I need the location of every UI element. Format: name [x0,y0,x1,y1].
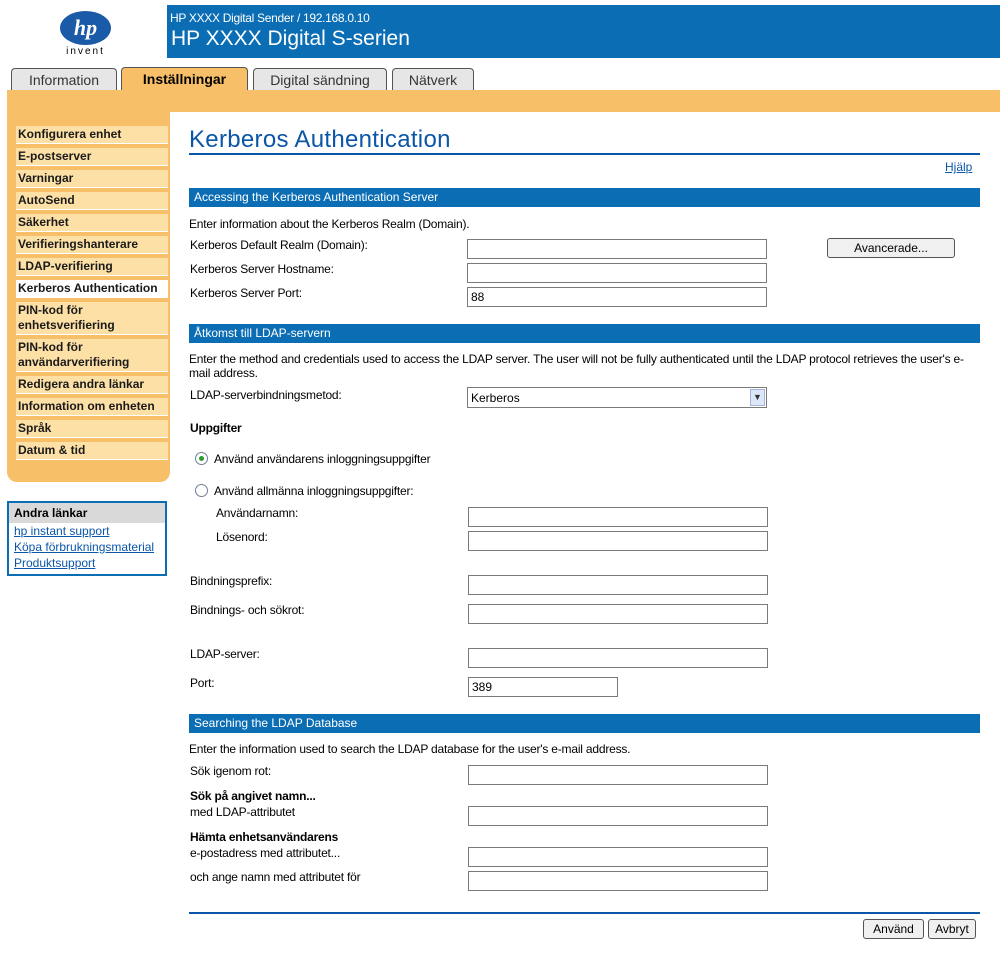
sidebar-item-device-pin[interactable]: PIN-kod för enhetsverifiering [16,302,168,335]
section-kerberos-server: Accessing the Kerberos Authentication Server [189,188,980,207]
apply-button[interactable]: Använd [863,919,924,939]
help-link[interactable]: Hjälp [945,160,973,174]
with-attr-input[interactable] [468,806,768,826]
hp-invent-text: invent [66,46,105,57]
ldap-intro: Enter the method and credentials used to access the LDAP server. The user will not be fully authenticated until the LDAP protocol retrieves the user's e-mail address. [189,352,964,380]
device-path: HP XXXX Digital Sender / 192.168.0.10 [170,11,370,25]
main-tabs [0,68,1000,90]
sidebar-item-configure-device[interactable]: Konfigurera enhet [16,126,168,144]
page-title: Kerberos Authentication [189,126,451,153]
advanced-button[interactable]: Avancerade... [827,238,955,258]
other-links-title: Andra länkar [9,503,165,523]
sidebar [7,112,170,482]
tab-network[interactable]: Nätverk [392,68,474,90]
device-title-bar [167,5,1000,58]
username-input[interactable] [468,507,768,527]
ldap-server-input[interactable] [468,648,768,668]
kerberos-intro: Enter information about the Kerberos Realm (Domain). [189,217,470,231]
search-root-label: Sök igenom rot: [190,764,272,778]
username-label: Användarnamn: [216,506,299,520]
link-product-support[interactable]: Produktsupport [14,556,96,570]
bind-method-select[interactable] [467,387,767,408]
retrieve-heading: Hämta enhetsanvändarens [190,830,339,844]
sidebar-nav [16,126,168,464]
name-attr-label: och ange namn med attributet för [190,870,361,884]
hp-logo-icon: hp [60,11,111,45]
hostname-label: Kerberos Server Hostname: [190,262,334,276]
password-input[interactable] [468,531,768,551]
bind-prefix-label: Bindningsprefix: [190,574,273,588]
sidebar-item-language[interactable]: Språk [16,420,168,438]
cancel-button[interactable]: Avbryt [928,919,976,939]
ldap-search-intro: Enter the information used to search the LDAP database for the user's e-mail address. [189,742,631,756]
radio-public-credentials-label: Använd allmänna inloggningsuppgifter: [214,484,414,498]
credentials-heading: Uppgifter [190,421,242,435]
bind-method-value: Kerberos [471,391,520,405]
section-ldap-search: Searching the LDAP Database [189,714,980,733]
tab-settings[interactable]: Inställningar [121,67,248,92]
ldap-server-label: LDAP-server: [190,647,260,661]
kerberos-port-input[interactable] [467,287,767,307]
sidebar-item-kerberos[interactable]: Kerberos Authentication [16,280,168,298]
title-divider [189,153,980,155]
device-title: HP XXXX Digital S-serien [171,27,410,50]
sidebar-item-autosend[interactable]: AutoSend [16,192,168,210]
chevron-down-icon: ▼ [750,389,765,406]
other-links-box [7,501,167,576]
tab-band [7,90,1000,112]
sidebar-item-alerts[interactable]: Varningar [16,170,168,188]
tab-information[interactable]: Information [11,68,117,90]
realm-input[interactable] [467,239,767,259]
hostname-input[interactable] [467,263,767,283]
radio-selected-dot [199,456,204,461]
bind-root-label: Bindnings- och sökrot: [190,603,305,617]
sidebar-item-auth-manager[interactable]: Verifieringshanterare [16,236,168,254]
sidebar-item-ldap-auth[interactable]: LDAP-verifiering [16,258,168,276]
sidebar-item-date-time[interactable]: Datum & tid [16,442,168,460]
email-attr-input[interactable] [468,847,768,867]
ldap-port-input[interactable] [468,677,618,697]
email-attr-label: e-postadress med attributet... [190,846,341,860]
section-ldap-access: Åtkomst till LDAP-servern [189,324,980,343]
with-attr-label: med LDAP-attributet [190,805,295,819]
name-attr-input[interactable] [468,871,768,891]
sidebar-item-user-pin[interactable]: PIN-kod för användarverifiering [16,339,168,372]
link-instant-support[interactable]: hp instant support [14,524,110,538]
radio-user-credentials-label: Använd användarens inloggningsuppgifter [214,452,431,466]
sidebar-item-security[interactable]: Säkerhet [16,214,168,232]
bind-root-input[interactable] [468,604,768,624]
password-label: Lösenord: [216,530,268,544]
bind-method-label: LDAP-serverbindningsmetod: [190,388,342,402]
tab-digital-sending[interactable]: Digital sändning [253,68,387,90]
hp-logo [0,5,166,60]
link-buy-supplies[interactable]: Köpa förbrukningsmaterial [14,540,155,554]
sidebar-item-device-info[interactable]: Information om enheten [16,398,168,416]
radio-user-credentials[interactable] [195,452,208,465]
bind-prefix-input[interactable] [468,575,768,595]
kerberos-port-label: Kerberos Server Port: [190,286,302,300]
realm-label: Kerberos Default Realm (Domain): [190,238,368,252]
sidebar-item-email-server[interactable]: E-postserver [16,148,168,166]
search-root-input[interactable] [468,765,768,785]
radio-public-credentials[interactable] [195,484,208,497]
sidebar-item-edit-links[interactable]: Redigera andra länkar [16,376,168,394]
search-name-heading: Sök på angivet namn... [190,789,316,803]
bottom-divider [189,912,980,914]
ldap-port-label: Port: [190,676,215,690]
